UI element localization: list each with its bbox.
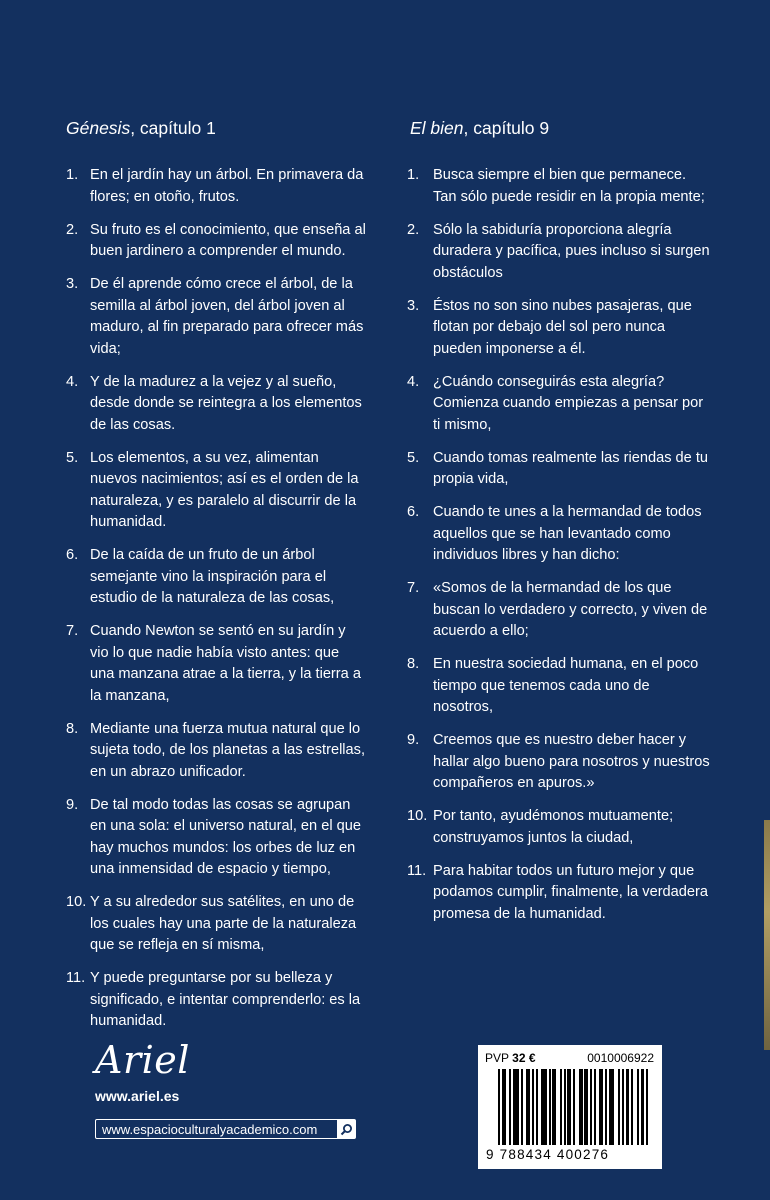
right-verse-item (407, 296, 710, 361)
right-verse-item-text: Éstos no son sino nubes pasajeras, que flotan por debajo del sol pero nunca pueden imponerse a él. (433, 297, 692, 357)
right-verse-item-text: En nuestra sociedad humana, en el poco tiempo que tenemos cada uno de nosotros, (433, 656, 699, 715)
right-verse-list (407, 165, 710, 925)
right-verse-item-text: Busca siempre el bien que permanece. Tan sólo puede residir en la propia mente; (433, 167, 705, 205)
left-verse-list (66, 165, 366, 1033)
right-verse-item-text: Creemos que es nuestro deber hacer y hallar algo bueno para nosotros y nuestros compañeros en apuros.» (433, 732, 710, 791)
barcode-bar (528, 1069, 530, 1145)
left-verse-item-text: De él aprende cómo crece el árbol, de la semilla al árbol joven, del árbol joven al maduro, al fin preparado para ofrecer más vida; (90, 276, 364, 357)
barcode-bar (564, 1069, 566, 1145)
left-verse-item-text: Y puede preguntarse por su belleza y significado, e intentar comprenderlo: es la humanidad. (90, 970, 361, 1029)
barcode-bar (549, 1069, 551, 1145)
left-column-title (66, 117, 366, 139)
left-verse-item (66, 448, 366, 534)
barcode-bar (560, 1069, 562, 1145)
right-verse-item-number: 1. (407, 167, 420, 183)
right-verse-item-text: Por tanto, ayudémonos mutuamente; construyamos juntos la ciudad, (433, 808, 674, 846)
left-verse-item-text: Y de la madurez a la vejez y al sueño, desde donde se reintegra a los elementos de las cosas. (90, 373, 362, 433)
left-verse-item (66, 274, 366, 360)
barcode-bar (622, 1069, 624, 1145)
right-verse-item (407, 220, 710, 285)
barcode-bar (536, 1069, 538, 1145)
right-verse-item (407, 502, 710, 567)
left-verse-item-number: 9. (66, 796, 79, 813)
left-verse-item-text: Cuando Newton se sentó en su jardín y vio lo que nadie había visto antes: que una manzana atrae a la tierra, y la tierra a la manzana, (90, 623, 361, 704)
left-verse-item-number: 6. (66, 547, 79, 563)
right-verse-item (407, 448, 710, 491)
right-verse-item-number: 2. (407, 221, 420, 238)
ean-number: 9 788434 400276 (486, 1147, 610, 1162)
search-url-text: www.espacioculturalyacademico.com (102, 1122, 318, 1137)
right-verse-item-number: 11. (407, 862, 427, 879)
barcode-bar (590, 1069, 592, 1145)
search-url-box[interactable] (95, 1119, 356, 1139)
right-verse-item-text: Sólo la sabiduría proporciona alegría duradera y pacífica, pues incluso si surgen obstáculos (433, 221, 710, 281)
price-value: 32 € (512, 1051, 536, 1065)
barcode-bar (637, 1069, 639, 1145)
right-verse-item-text: «Somos de la hermandad de los que buscan lo verdadero y correcto, y viven de acuerdo a ello; (433, 580, 708, 639)
barcode-bar (642, 1069, 644, 1145)
left-verse-item (66, 165, 366, 208)
spine-edge-accent (764, 820, 770, 1050)
barcode-bar (498, 1069, 500, 1145)
left-verse-item-number: 11. (66, 970, 86, 986)
barcode-bar (612, 1069, 614, 1145)
left-verse-item (66, 892, 366, 957)
left-verse-item (66, 372, 366, 437)
barcode-bar (594, 1069, 596, 1145)
left-verse-item-text: De la caída de un fruto de un árbol semejante vino la inspiración para el estudio de la naturaleza de las cosas, (90, 547, 335, 606)
left-verse-item-text: Y a su alrededor sus satélites, en uno de los cuales hay una parte de la naturaleza que se refleja en sí misma, (90, 894, 357, 953)
left-verse-item-number: 10. (66, 894, 87, 910)
barcode-label (478, 1045, 662, 1169)
barcode-bar (569, 1069, 571, 1145)
barcode-bar (646, 1069, 648, 1145)
right-verse-item-number: 3. (407, 297, 420, 314)
publisher-website[interactable]: www.ariel.es (95, 1088, 180, 1104)
barcode-bar (517, 1069, 519, 1145)
left-title-italic: Génesis (66, 118, 131, 138)
right-verse-item-number: 8. (407, 656, 420, 672)
barcode-bar (631, 1069, 633, 1145)
right-verse-item-number: 4. (407, 373, 420, 390)
right-verse-item-number: 6. (407, 504, 420, 520)
price-label (485, 1051, 536, 1065)
right-column (407, 117, 710, 937)
right-verse-item-number: 10. (407, 808, 428, 824)
left-verse-item (66, 545, 366, 610)
right-verse-item-text: ¿Cuándo conseguirás esta alegría? Comienza cuando empiezas a pensar por ti mismo, (433, 373, 704, 433)
barcode-bar (521, 1069, 523, 1145)
left-verse-item (66, 968, 366, 1033)
barcode-bars (498, 1069, 648, 1145)
left-verse-item-number: 4. (66, 373, 79, 390)
right-verse-item-number: 7. (407, 580, 420, 596)
barcode-bar (504, 1069, 506, 1145)
barcode-bar (601, 1069, 603, 1145)
left-verse-item-number: 7. (66, 623, 79, 639)
reference-code: 0010006922 (587, 1051, 654, 1065)
publisher-logo: Ariel (95, 1038, 190, 1082)
right-title-italic: El bien (410, 118, 464, 138)
left-verse-item-text: De tal modo todas las cosas se agrupan en una sola: el universo natural, en el que hay muchos mundos: los orbes de luz en una inmensidad de espacio y tiempo, (90, 796, 361, 877)
right-verse-item (407, 654, 710, 719)
left-verse-item-text: Mediante una fuerza mutua natural que lo sujeta todo, de los planetas a las estrellas, en un abrazo unificador. (90, 720, 366, 780)
barcode-bar (573, 1069, 575, 1145)
left-verse-item-number: 8. (66, 720, 79, 737)
barcode-bar (618, 1069, 620, 1145)
right-column-title (410, 117, 710, 139)
right-verse-item (407, 861, 710, 926)
right-verse-item-text: Para habitar todos un futuro mejor y que podamos cumplir, finalmente, la verdadera promesa de la humanidad. (433, 862, 708, 922)
pvp-label: PVP (485, 1051, 509, 1065)
right-verse-item (407, 165, 710, 208)
right-verse-item (407, 806, 710, 849)
barcode-bar (509, 1069, 511, 1145)
left-verse-item-text: Su fruto es el conocimiento, que enseña al buen jardinero a comprender el mundo. (90, 221, 366, 259)
right-verse-item-number: 9. (407, 732, 420, 748)
barcode-bar (554, 1069, 556, 1145)
left-verse-item-number: 5. (66, 449, 79, 466)
barcode-bar (545, 1069, 547, 1145)
left-verse-item-number: 1. (66, 167, 79, 183)
left-title-rest: , capítulo 1 (130, 118, 216, 138)
right-verse-item (407, 730, 710, 795)
left-verse-item-number: 2. (66, 221, 79, 238)
left-verse-item (66, 795, 366, 881)
right-verse-item-number: 5. (407, 449, 420, 466)
right-verse-item (407, 372, 710, 437)
right-verse-item (407, 578, 710, 643)
left-verse-item (66, 220, 366, 263)
left-verse-item (66, 621, 366, 707)
right-verse-item-text: Cuando tomas realmente las riendas de tu propia vida, (433, 449, 709, 487)
left-verse-item-text: Los elementos, a su vez, alimentan nuevos nacimientos; así es el orden de la naturaleza, y es paralelo al discurrir de la humanidad. (90, 449, 359, 530)
barcode-bar (581, 1069, 583, 1145)
right-verse-item-text: Cuando te unes a la hermandad de todos aquellos que se han levantado como individuos libres y han dicho: (433, 504, 702, 563)
barcode-bar (627, 1069, 629, 1145)
left-verse-item-number: 3. (66, 276, 79, 292)
left-column (66, 117, 366, 1044)
search-icon[interactable] (337, 1120, 355, 1138)
barcode-bar (586, 1069, 588, 1145)
barcode-bar (532, 1069, 534, 1145)
left-verse-item (66, 719, 366, 784)
left-verse-item-text: En el jardín hay un árbol. En primavera da flores; en otoño, frutos. (90, 167, 364, 205)
barcode-bar (605, 1069, 607, 1145)
right-title-rest: , capítulo 9 (463, 118, 550, 138)
